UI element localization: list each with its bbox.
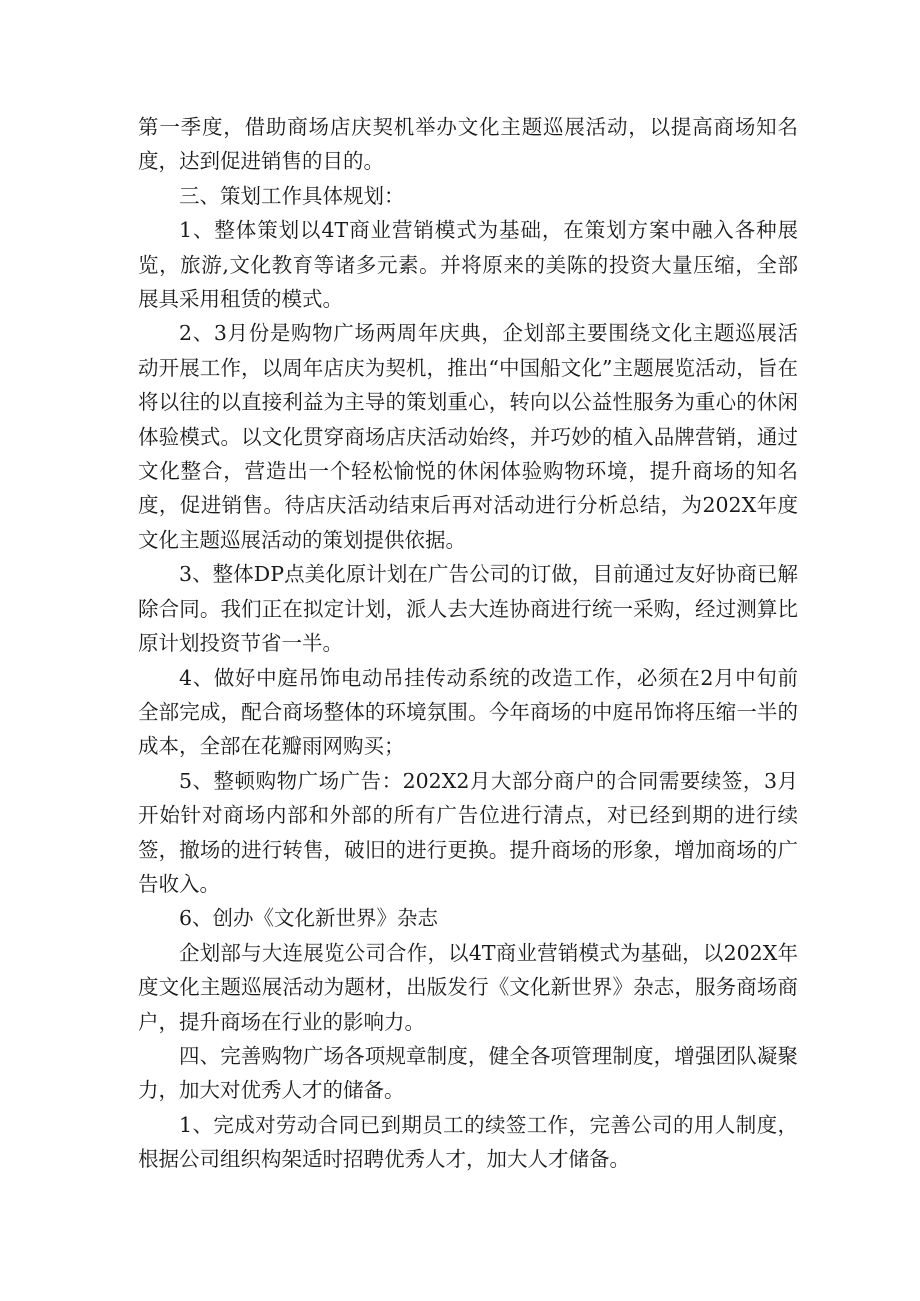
paragraph-item-6: 6、创办《文化新世界》杂志 (179, 906, 439, 931)
paragraph-item-1: 1、整体策划以4T商业营销模式为基础，在策划方案中融入各种展览，旅游,文化教育等诸多元素。并将原来的美陈的投资大量压缩，全部展具采用租赁的模式。 (138, 218, 798, 312)
section-heading-3: 三、策划工作具体规划： (179, 183, 405, 208)
paragraph-item-4: 4、做好中庭吊饰电动吊挂传动系统的改造工作，必须在2月中旬前全部完成，配合商场整体的环境氛围。今年商场的中庭吊饰将压缩一半的成本，全部在花瓣雨网购买； (138, 665, 798, 759)
paragraph-magazine: 企划部与大连展览公司合作，以4T商业营销模式为基础，以202X年度文化主题巡展活动为题材，出版发行《文化新世界》杂志，服务商场商户，提升商场在行业的影响力。 (138, 940, 798, 1034)
paragraph-item-2: 2、3月份是购物广场两周年庆典，企划部主要围绕文化主题巡展活动开展工作，以周年店庆为契机，推出“中国船文化”主题展览活动，旨在将以往的以直接利益为主导的策划重心，转向以公益性服务为重心的休闲体验模式。以文化贯穿商场店庆活动始终，并巧妙的植入品牌营销，通过文化整合，营造出一个轻松愉悦的休闲体验购物环境，提升商场的知名度，促进销售。待店庆活动结束后再对活动进行分析总结，为202X年度文化主题巡展活动的策划提供依据。 (138, 321, 798, 552)
paragraph-intro-continuation: 第一季度，借助商场店庆契机举办文化主题巡展活动，以提高商场知名度，达到促进销售的目的。 (138, 115, 798, 174)
paragraph-item-3: 3、整体DP点美化原计划在广告公司的订做，目前通过友好协商已解除合同。我们正在拟定计划，派人去大连协商进行统一采购，经过测算比原计划投资节省一半。 (138, 562, 798, 656)
document-page (138, 110, 798, 1177)
section-heading-4: 四、完善购物广场各项规章制度，健全各项管理制度，增强团队凝聚力，加大对优秀人才的储备。 (138, 1043, 798, 1103)
paragraph-item-5: 5、整顿购物广场广告：202X2月大部分商户的合同需要续签，3月开始针对商场内部和外部的所有广告位进行清点，对已经到期的进行续签，撤场的进行转售，破旧的进行更换。提升商场的形象，增加商场的广告收入。 (138, 768, 798, 896)
paragraph-section4-item-1: 1、完成对劳动合同已到期员工的续签工作，完善公司的用人制度，根据公司组织构架适时招聘优秀人才，加大人才储备。 (138, 1112, 798, 1172)
